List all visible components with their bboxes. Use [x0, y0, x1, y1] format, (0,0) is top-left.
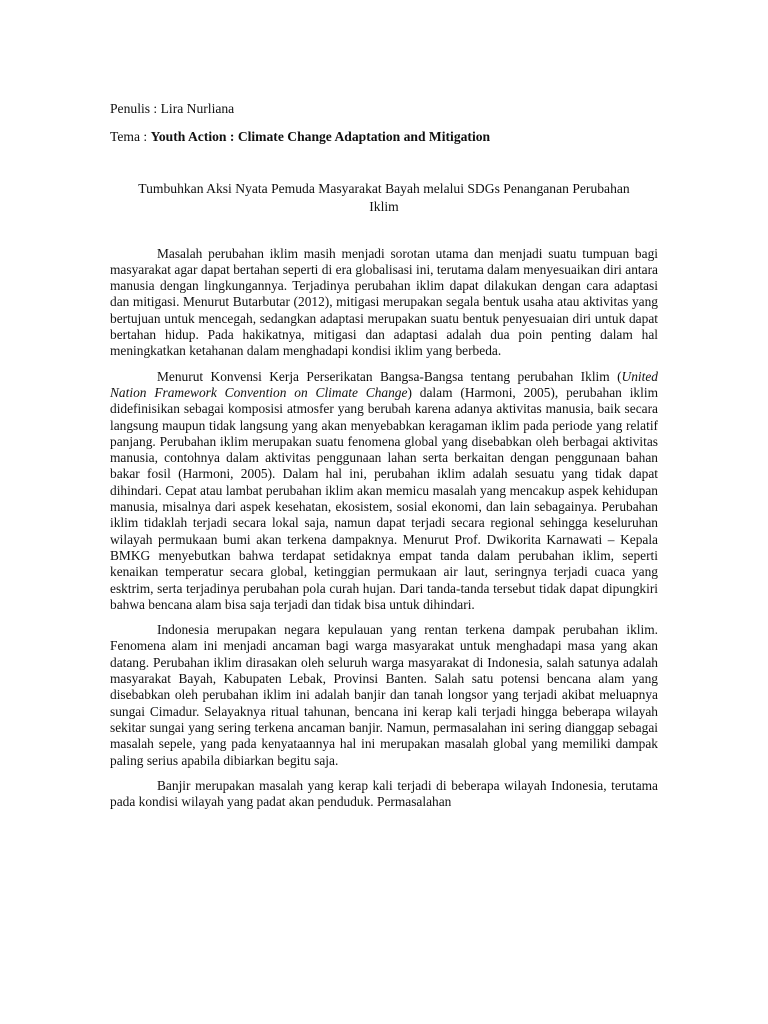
author-label: Penulis :	[110, 101, 161, 116]
body-text	[110, 246, 658, 811]
paragraph-2-text-after: ) dalam (Harmoni, 2005), perubahan iklim didefinisikan sebagai komposisi atmosfer yang berubah karena adanya aktivitas manusia, baik secara langsung maupun tidak langsung yang akan menyebabkan keragaman iklim pada periode yang relatif panjang. Perubahan iklim merupakan suatu fenomena global yang disebabkan oleh berbagai aktivitas manusia, contohnya dalam aktivitas penggunaan lahan serta berkaitan dengan penggunaan bahan bakar fosil (Harmoni, 2005). Dalam hal ini, perubahan iklim adalah sesuatu yang tidak dapat dihindari. Cepat atau lambat perubahan iklim akan memicu masalah yang mencakup aspek kehidupan manusia, misalnya dari aspek kesehatan, ekosistem, sosial ekonomi, dan lain sebagainya. Perubahan iklim tidaklah terjadi secara lokal saja, namun dapat terjadi secara regional sehingga keseluruhan wilayah permukaan bumi akan terkena dampaknya. Menurut Prof. Dwikorita Karnawati – Kepala BMKG menyebutkan bahwa terdapat setidaknya empat tanda dalam perubahan iklim, seperti kenaikan temperatur secara global, ketinggian permukaan air laut, seringnya terjadi cuaca yang esktrim, serta terjadinya perubahan pola curah hujan. Dari tanda-tanda tersebut tidak dapat dipungkiri bahwa bencana alam bisa saja terjadi dan tidak bisa untuk dihindari.	[110, 384, 658, 612]
theme-label: Tema :	[110, 129, 151, 145]
theme-value: Youth Action : Climate Change Adaptation and Mitigation	[150, 129, 491, 145]
author-name: Lira Nurliana	[160, 101, 235, 116]
theme-line	[110, 129, 658, 145]
paragraph-3: Indonesia merupakan negara kepulauan yang rentan terkena dampak perubahan iklim. Fenomena alam ini menjadi ancaman bagi warga masyarakat untuk menghadapi masa yang akan datang. Perubahan iklim dirasakan oleh seluruh warga masyarakat di Indonesia, salah satunya adalah masyarakat Bayah, Kabupaten Lebak, Provinsi Banten. Salah satu potensi bencana alam yang disebabkan oleh perubahan iklim ini adalah banjir dan tanah longsor yang terjadi akibat meluapnya sungai Cimadur. Selayaknya ritual tahunan, bencana ini kerap kali terjadi hingga beberapa wilayah sekitar sungai yang sering terkena ancaman banjir. Namun, permasalahan ini sering dianggap sebagai masalah sepele, yang pada kenyataannya hal ini merupakan masalah global yang memiliki dampak paling serius apabila dibiarkan begitu saja.	[110, 622, 658, 768]
author-line	[110, 101, 658, 117]
document-title: Tumbuhkan Aksi Nyata Pemuda Masyarakat Bayah melalui SDGs Penanganan Perubahan Iklim	[138, 180, 630, 214]
document-page	[110, 101, 658, 819]
paragraph-2-text-before: Menurut Konvensi Kerja Perserikatan Bangsa-Bangsa tentang perubahan Iklim (	[157, 368, 622, 384]
paragraph-1: Masalah perubahan iklim masih menjadi sorotan utama dan menjadi suatu tumpuan bagi masyarakat agar dapat bertahan seperti di era globalisasi ini, terutama dalam menyesuaikan diri antara manusia dengan lingkungannya. Terjadinya perubahan iklim dapat dilakukan dengan cara adaptasi dan mitigasi. Menurut Butarbutar (2012), mitigasi merupakan segala bentuk usaha atau aktivitas yang bertujuan untuk mencegah, sedangkan adaptasi merupakan suatu bentuk penyesuaian diri untuk dapat bertahan hidup. Pada hakikatnya, mitigasi dan adaptasi adalah dua poin penting dalam hal meningkatkan ketahanan dalam menghadapi kondisi iklim yang berbeda.	[110, 245, 658, 359]
paragraph-2-italic-term: United Nation Framework Convention on Climate Change	[110, 368, 658, 400]
paragraph-2	[110, 369, 658, 613]
paragraph-4: Banjir merupakan masalah yang kerap kali terjadi di beberapa wilayah Indonesia, terutama pada kondisi wilayah yang padat akan penduduk. Permasalahan	[110, 777, 658, 810]
